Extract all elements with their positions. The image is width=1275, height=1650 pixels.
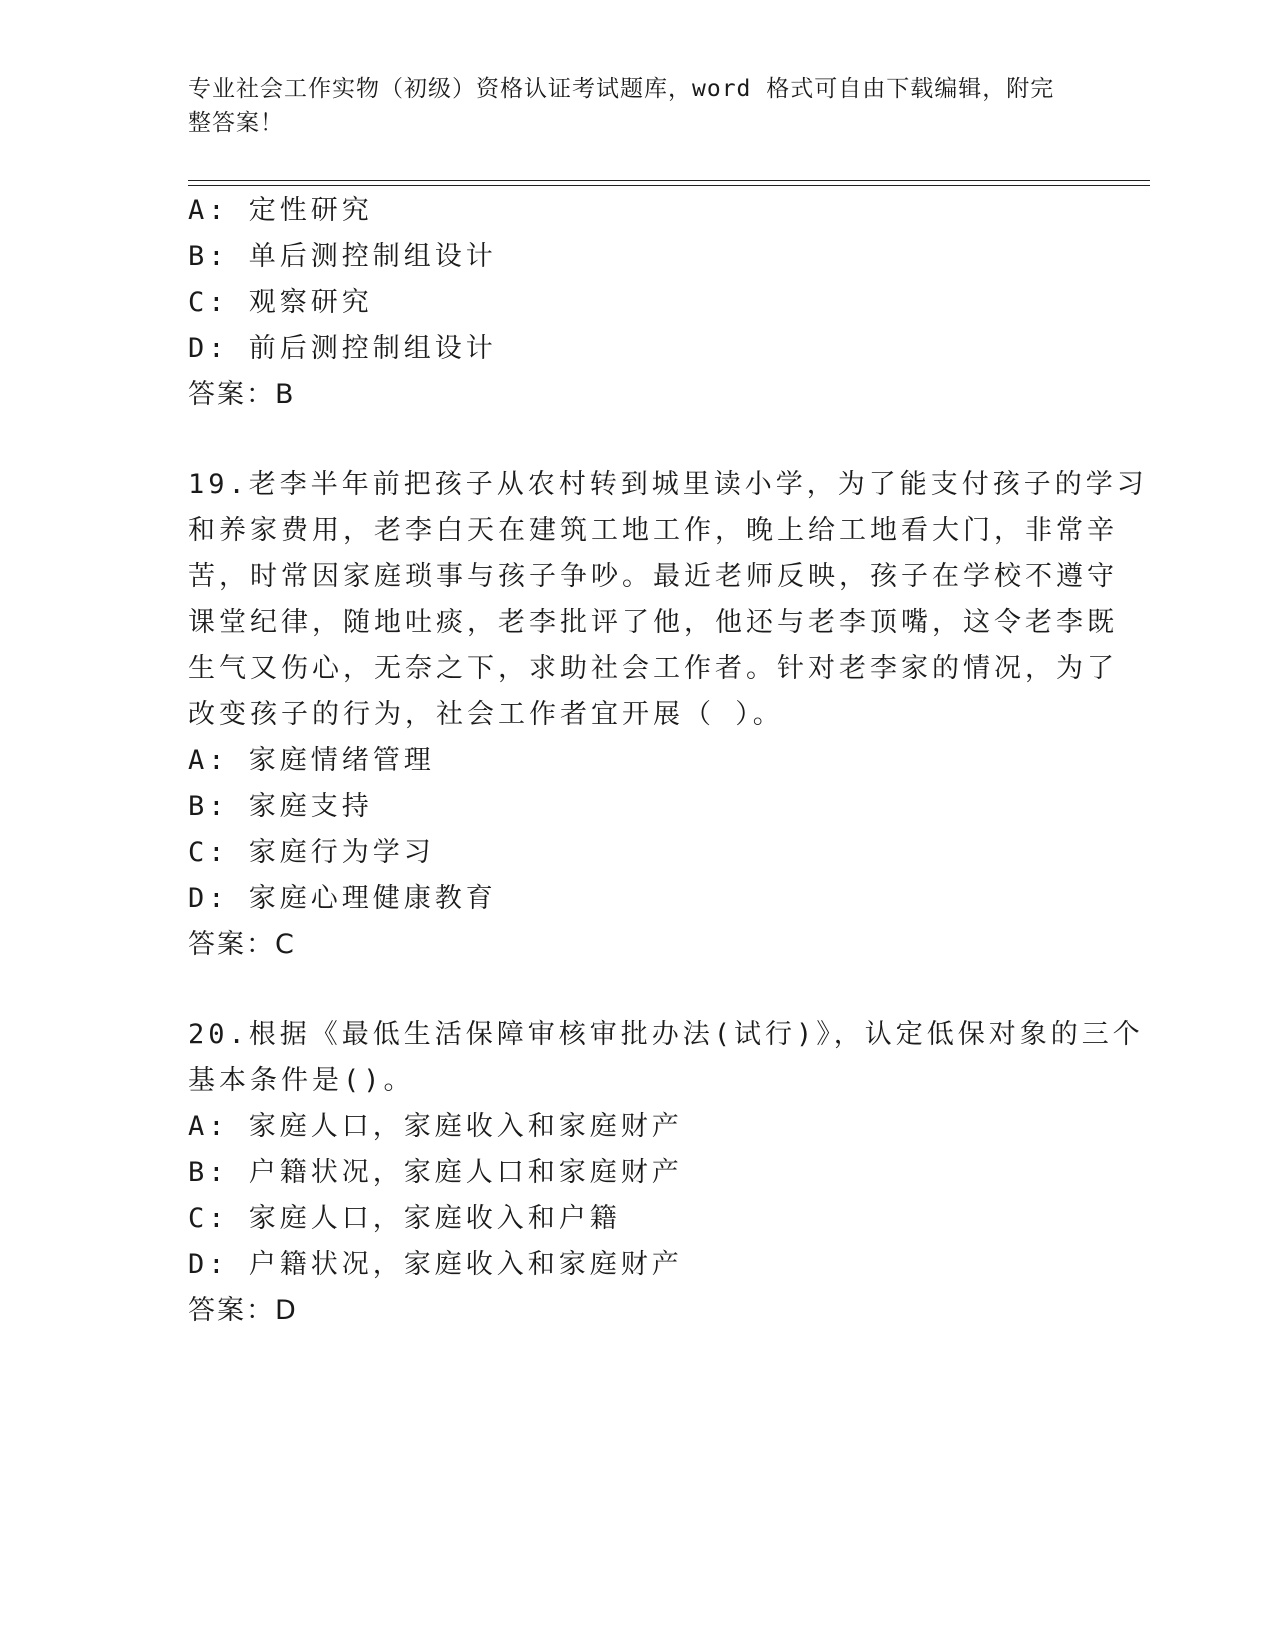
stem-line: 基本条件是()。 [188, 1065, 415, 1096]
stem-line: 和养家费用，老李白天在建筑工地工作，晚上给工地看大门，非常辛 [188, 515, 1118, 546]
stem-line: 改变孩子的行为，社会工作者宜开展（ ）。 [188, 699, 784, 730]
stem-line: 19.老李半年前把孩子从农村转到城里读小学，为了能支付孩子的学习 [188, 469, 1148, 500]
document-header [188, 72, 1068, 140]
option-c: C: 家庭人口，家庭收入和户籍 [188, 1203, 621, 1234]
header-line-1: 专业社会工作实物（初级）资格认证考试题库，word 格式可自由下载编辑，附完 [188, 76, 1055, 102]
question-stem [188, 462, 1148, 738]
stem-line: 苦，时常因家庭琐事与孩子争吵。最近老师反映，孩子在学校不遵守 [188, 561, 1118, 592]
option-b: B: 户籍状况，家庭人口和家庭财产 [188, 1157, 683, 1188]
option-d: D: 前后测控制组设计 [188, 333, 497, 364]
option-c: C: 家庭行为学习 [188, 837, 435, 868]
question-stem [188, 1012, 1144, 1104]
option-a: A: 家庭情绪管理 [188, 745, 435, 776]
question-18-tail [188, 188, 1088, 418]
option-a: A: 定性研究 [188, 195, 373, 226]
stem-line: 课堂纪律，随地吐痰，老李批评了他，他还与老李顶嘴，这令老李既 [188, 607, 1118, 638]
option-a: A: 家庭人口，家庭收入和家庭财产 [188, 1111, 683, 1142]
option-d: D: 家庭心理健康教育 [188, 883, 497, 914]
stem-line: 20.根据《最低生活保障审核审批办法(试行)》，认定低保对象的三个 [188, 1019, 1144, 1050]
header-divider-bottom [188, 185, 1150, 186]
header-line-2: 整答案！ [188, 110, 284, 136]
stem-line: 生气又伤心，无奈之下，求助社会工作者。针对老李家的情况，为了 [188, 653, 1118, 684]
question-19 [188, 462, 1148, 968]
answer-line: 答案：C [188, 929, 296, 960]
option-b: B: 单后测控制组设计 [188, 241, 497, 272]
option-c: C: 观察研究 [188, 287, 373, 318]
question-20 [188, 1012, 1144, 1334]
answer-line: 答案：D [188, 1295, 298, 1326]
option-d: D: 户籍状况，家庭收入和家庭财产 [188, 1249, 683, 1280]
option-b: B: 家庭支持 [188, 791, 373, 822]
answer-line: 答案：B [188, 379, 296, 410]
header-divider-top [188, 180, 1150, 181]
document-body [188, 188, 1148, 1334]
